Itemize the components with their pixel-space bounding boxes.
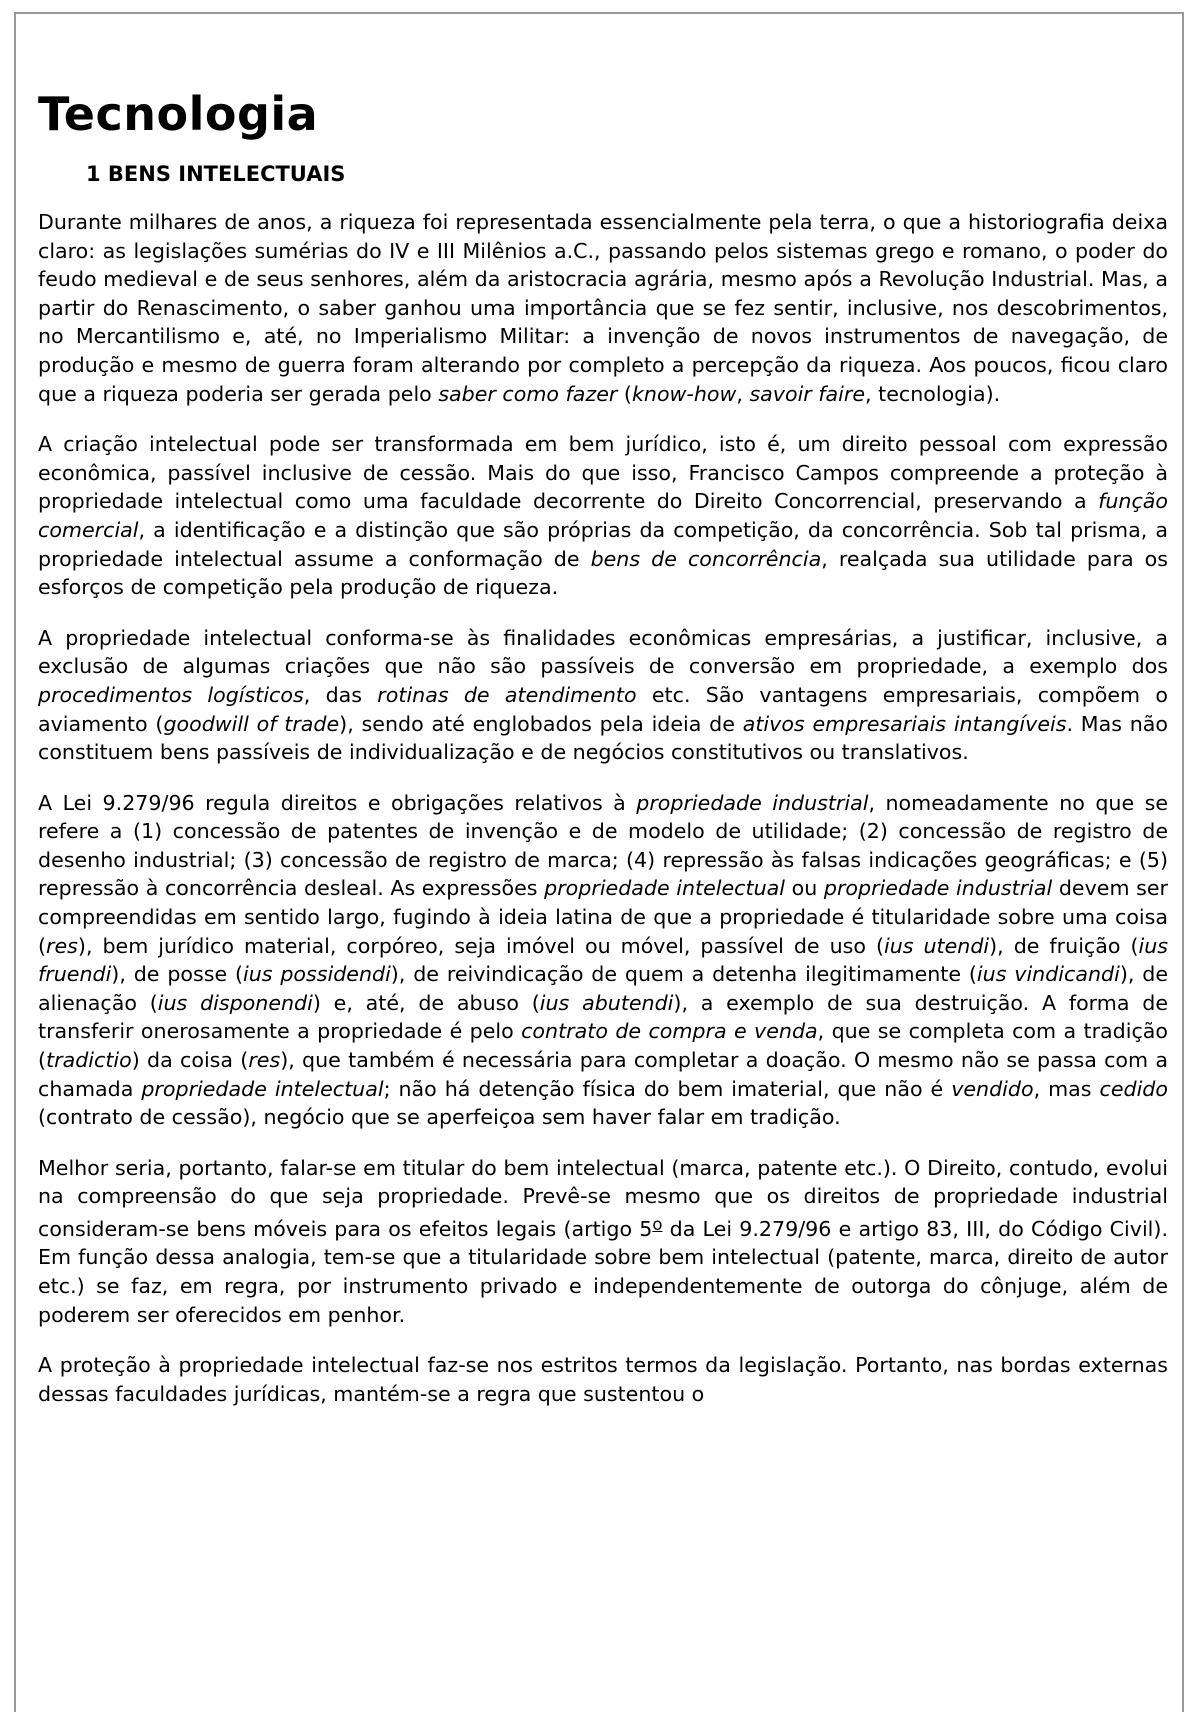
italic-term: contrato de compra e venda bbox=[521, 1019, 818, 1044]
italic-term: propriedade intelectual bbox=[544, 876, 785, 901]
text-run: Durante milhares de anos, a riqueza foi representada essencialmente pela terra, o que a historiografia deixa claro: as legislações sumérias do IV e III Milênios a.C., passando pelos sistemas grego e romano, o poder do feudo medieval e de seus senhores, além da aristocracia agrária, mesmo após a Revolução Industrial. Mas, a partir do Renascimento, o saber ganhou uma importância que se fez sentir, inclusive, nos descobrimentos, no Mercantilismo e, até, no Imperialismo Militar: a invenção de novos instrumentos de navegação, de produção e mesmo de guerra foram alterando por completo a percepção da riqueza. Aos poucos, ficou claro que a riqueza poderia ser gerada pelo bbox=[38, 210, 1168, 406]
text-run: ), de reivindicação de quem a detenha ilegitimamente ( bbox=[390, 962, 977, 987]
italic-term: propriedade industrial bbox=[823, 876, 1053, 901]
text-run: da Lei 9.279/96 e artigo 83, III, do Código Civil). Em função dessa analogia, tem-se que a titularidade sobre bem intelectual (patente, marca, direito de autor etc.) se faz, em regra, por instrumento privado e independentemente de outorga do cônjuge, além de poderem ser oferecidos em penhor. bbox=[38, 1216, 1168, 1327]
text-run: , que se completa com a tradição ( bbox=[38, 1019, 1168, 1073]
paragraph bbox=[38, 789, 1168, 1132]
italic-term: vendido bbox=[951, 1076, 1034, 1101]
italic-term: ius disponendi bbox=[157, 990, 313, 1015]
italic-term: saber como fazer bbox=[438, 381, 618, 406]
text-run: A propriedade intelectual conforma-se às finalidades econômicas empresárias, a justificar, inclusive, a exclusão de algumas criações que não são passíveis de conversão em propriedade, a exemplo dos bbox=[38, 625, 1168, 679]
text-run: ) e, até, de abuso ( bbox=[312, 990, 540, 1015]
italic-term: tradictio bbox=[46, 1048, 132, 1073]
text-run: ), sendo até englobados pela ideia de bbox=[339, 711, 743, 736]
text-run: Melhor seria, portanto, falar-se em titular do bem intelectual (marca, patente etc.). O Direito, contudo, evolui na compreensão do que seja propriedade. Prevê-se mesmo que os direitos de propriedade industrial consideram-se bens móveis para os efeitos legais (artigo 5 bbox=[38, 1155, 1168, 1241]
italic-term: res bbox=[248, 1048, 281, 1073]
italic-term: ius possidendi bbox=[243, 962, 391, 987]
paragraph bbox=[38, 1154, 1168, 1329]
italic-term: rotinas de atendimento bbox=[377, 682, 637, 707]
text-run: , bbox=[736, 381, 750, 406]
italic-term: procedimentos logísticos bbox=[38, 682, 304, 707]
text-run: , mas bbox=[1033, 1076, 1100, 1101]
document-page bbox=[14, 12, 1184, 1712]
italic-term: know-how bbox=[631, 381, 737, 406]
italic-term: ius abutendi bbox=[539, 990, 674, 1015]
text-run: ou bbox=[784, 876, 824, 901]
document-title: Tecnologia bbox=[38, 87, 319, 141]
italic-term: ius utendi bbox=[883, 933, 990, 958]
italic-term: propriedade intelectual bbox=[141, 1076, 384, 1101]
text-run: A criação intelectual pode ser transformada em bem jurídico, isto é, um direito pessoal com expressão econômica, passível inclusive de cessão. Mais do que isso, Francisco Campos compreende a proteção à propriedade intelectual como uma faculdade decorrente do Direito Concorrencial, preservando a bbox=[38, 432, 1168, 514]
italic-term: ius vindicandi bbox=[976, 962, 1120, 987]
text-run: , realçada sua utilidade para os esforços de competição pela produção de riqueza. bbox=[38, 546, 1169, 600]
paragraph bbox=[38, 430, 1168, 602]
text-run: ), bem jurídico material, corpóreo, seja imóvel ou móvel, passível de uso ( bbox=[77, 933, 884, 958]
italic-term: ativos empresariais intangíveis bbox=[742, 711, 1067, 736]
paragraph bbox=[38, 208, 1168, 408]
text-run: , das bbox=[303, 682, 378, 707]
italic-term: savoir faire bbox=[749, 381, 866, 406]
section-heading: 1 BENS INTELECTUAIS bbox=[86, 162, 346, 186]
text-run: ), de posse ( bbox=[111, 962, 243, 987]
text-run: , nomeadamente no que se refere a (1) concessão de patentes de invenção e de modelo de utilidade; (2) concessão de registro de desenho industrial; (3) concessão de registro de marca; (4) repressão às falsas indicações geográficas; e (5) repressão à concorrência desleal. As expressões bbox=[38, 790, 1168, 901]
text-run: ), que também é necessária para completar a doação. O mesmo não se passa com a chamada bbox=[38, 1048, 1168, 1101]
text-run: , a identificação e a distinção que são próprias da competição, da concorrência. Sob tal prisma, a propriedade intelectual assume a conformação de bbox=[38, 517, 1168, 571]
text-run: ), de fruição ( bbox=[989, 933, 1139, 958]
text-run: ), de alienação ( bbox=[38, 962, 1168, 1015]
italic-term: ius fruendi bbox=[38, 933, 1168, 987]
document-content bbox=[38, 86, 1168, 1430]
text-run: ; não há detenção física do bem imaterial, que não é bbox=[383, 1076, 952, 1101]
text-run: , tecnologia). bbox=[865, 381, 1001, 406]
text-run: A proteção à propriedade intelectual faz-se nos estritos termos da legislação. Portanto, nas bordas externas dessas faculdades jurídicas, mantém-se a regra que sustentou o bbox=[38, 1353, 1168, 1406]
italic-term: função comercial bbox=[38, 489, 1168, 542]
italic-term: res bbox=[46, 933, 78, 958]
text-run: ) da coisa ( bbox=[131, 1048, 249, 1073]
text-run: devem ser compreendidas em sentido largo, fugindo à ideia latina de que a propriedade é titularidade sobre uma coisa ( bbox=[38, 876, 1169, 958]
text-run: ( bbox=[617, 381, 632, 406]
paragraph bbox=[38, 1351, 1168, 1408]
ordinal-indicator: o bbox=[652, 1215, 663, 1234]
text-run: (contrato de cessão), negócio que se aperfeiçoa sem haver falar em tradição. bbox=[38, 1105, 841, 1130]
text-run: ), a exemplo de sua destruição. A forma de transferir onerosamente a propriedade é pelo bbox=[38, 990, 1168, 1044]
italic-term: bens de concorrência bbox=[590, 546, 822, 571]
italic-term: propriedade industrial bbox=[636, 790, 869, 815]
text-run: A Lei 9.279/96 regula direitos e obrigações relativos à bbox=[38, 790, 637, 815]
text-run: etc. São vantagens empresariais, compõem o aviamento ( bbox=[38, 682, 1169, 736]
text-run: . Mas não constituem bens passíveis de individualização e de negócios constitutivos ou translativos. bbox=[38, 711, 1169, 765]
paragraph bbox=[38, 624, 1168, 767]
italic-term: cedido bbox=[1099, 1076, 1168, 1101]
italic-term: goodwill of trade bbox=[163, 711, 340, 736]
